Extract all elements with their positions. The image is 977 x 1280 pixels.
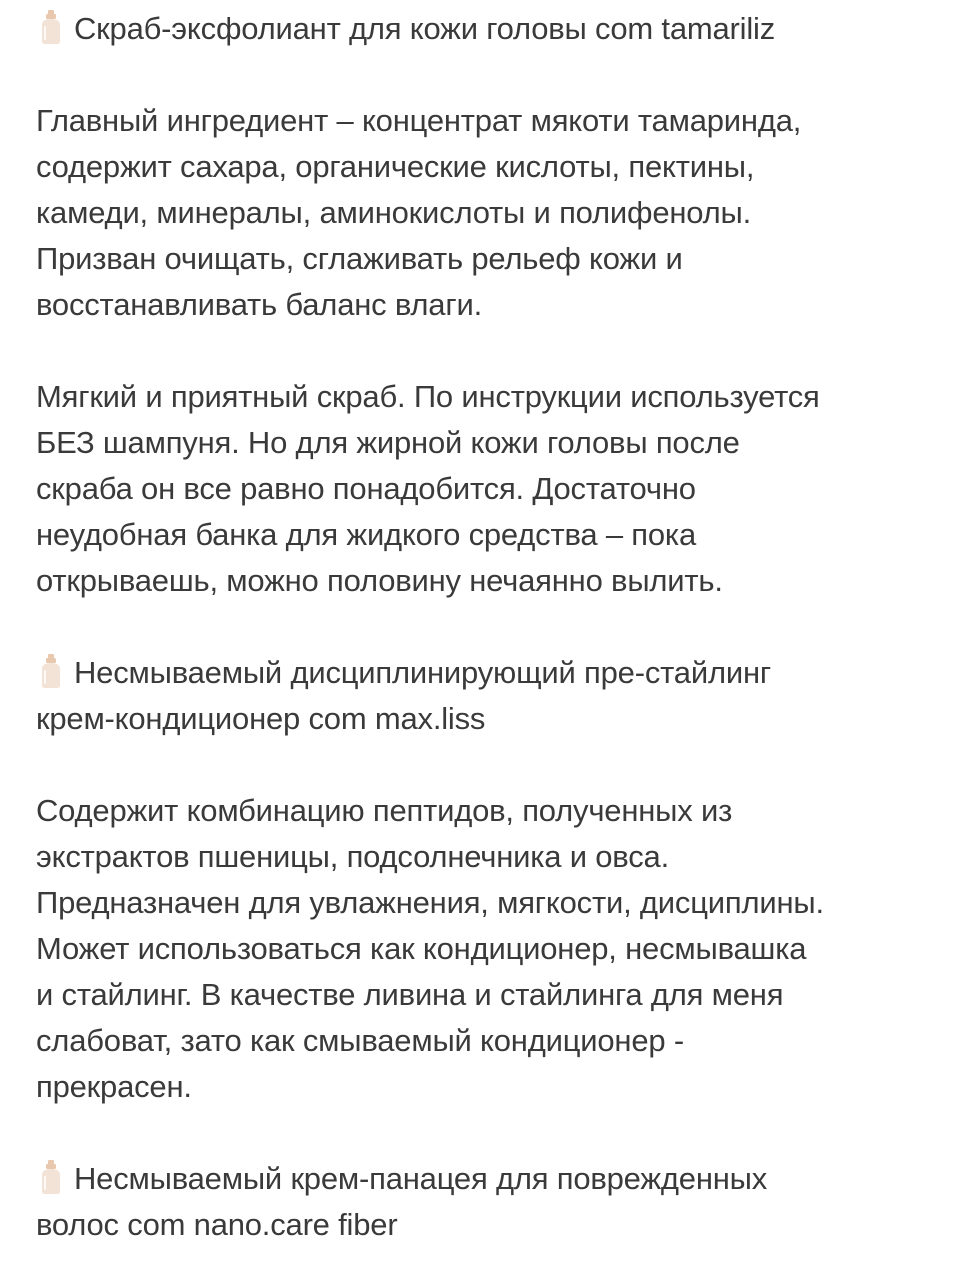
lotion-bottle-icon (36, 1159, 66, 1195)
text-line: открываешь, можно половину нечаянно вылить. (36, 563, 723, 598)
lotion-bottle-icon (36, 653, 66, 689)
paragraph (36, 788, 966, 1110)
text-line: Мягкий и приятный скраб. По инструкции используется (36, 379, 820, 414)
lotion-bottle-icon (36, 9, 66, 45)
product-heading-nano-care (36, 1156, 966, 1248)
text-line: слабоват, зато как смываемый кондиционер - (36, 1023, 684, 1058)
text-line: и стайлинг. В качестве ливина и стайлинга для меня (36, 977, 784, 1012)
text-line: Призван очищать, сглаживать рельеф кожи и (36, 241, 683, 276)
product-heading-tamariliz (36, 6, 966, 52)
text-line: Может использоваться как кондиционер, несмывашка (36, 931, 807, 966)
text-line: экстрактов пшеницы, подсолнечника и овса. (36, 839, 669, 874)
text-line: восстанавливать баланс влаги. (36, 287, 482, 322)
paragraph (36, 374, 966, 604)
text-line: Предназначен для увлажнения, мягкости, дисциплины. (36, 885, 824, 920)
text-line: Содержит комбинацию пептидов, полученных из (36, 793, 733, 828)
text-line: Главный ингредиент – концентрат мякоти тамаринда, (36, 103, 802, 138)
heading-line: Несмываемый дисциплинирующий пре-стайлинг (74, 655, 771, 690)
text-line: содержит сахара, органические кислоты, пектины, (36, 149, 755, 184)
heading-line: волос com nano.care fiber (36, 1207, 398, 1242)
heading-line: крем-кондиционер com max.liss (36, 701, 486, 736)
heading-line: Скраб-эксфолиант для кожи головы com tamariliz (74, 11, 776, 46)
text-line: прекрасен. (36, 1069, 192, 1104)
text-line: неудобная банка для жидкого средства – пока (36, 517, 697, 552)
product-heading-max-liss (36, 650, 966, 742)
text-line: камеди, минералы, аминокислоты и полифенолы. (36, 195, 752, 230)
text-line: скраба он все равно понадобится. Достаточно (36, 471, 696, 506)
heading-line: Несмываемый крем-панацея для поврежденных (74, 1161, 768, 1196)
post-text (36, 6, 966, 1248)
text-line: БЕЗ шампуня. Но для жирной кожи головы после (36, 425, 740, 460)
paragraph (36, 98, 966, 328)
